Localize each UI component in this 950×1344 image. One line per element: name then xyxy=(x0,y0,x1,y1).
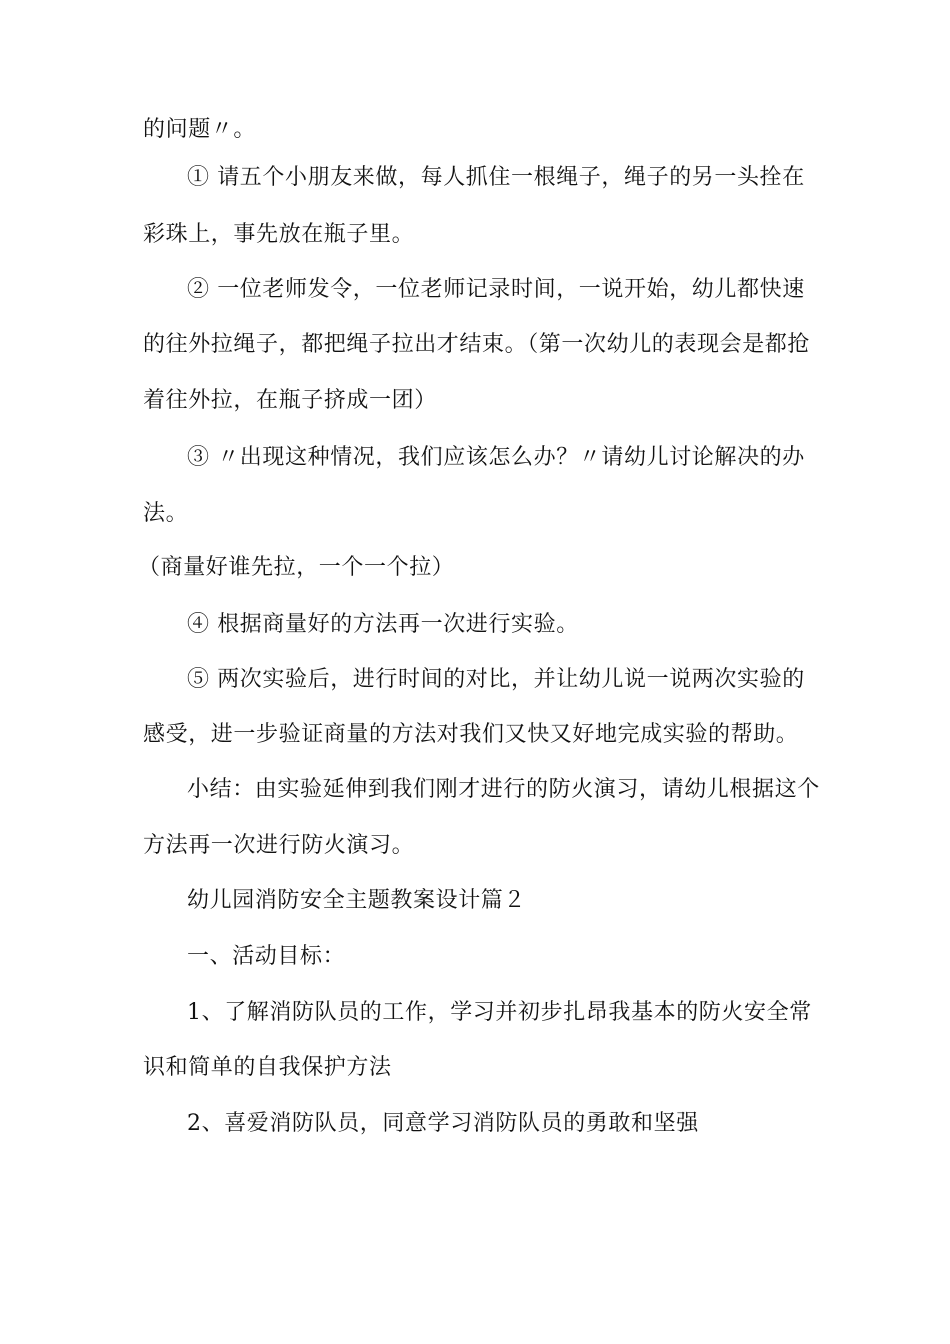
text-line: ⑤ 两次实验后，进行时间的对比，并让幼儿说一说两次实验的 xyxy=(187,667,805,692)
text-line: 的问题〃。 xyxy=(143,117,257,142)
text-line: ③ 〃出现这种情况，我们应该怎么办？〃请幼儿讨论解决的办 xyxy=(187,445,805,470)
text-line: 感受，进一步验证商量的方法对我们又快又好地完成实验的帮助。 xyxy=(143,722,799,747)
text-line: 2、喜爱消防队员，同意学习消防队员的勇敢和坚强 xyxy=(187,1111,699,1136)
text-line: ② 一位老师发令，一位老师记录时间，一说开始，幼儿都快速 xyxy=(187,277,805,302)
text-line: 一、活动目标： xyxy=(187,944,346,969)
text-line: （商量好谁先拉，一个一个拉） xyxy=(138,555,455,580)
text-line: ① 请五个小朋友来做，每人抓住一根绳子，绳子的另一头拴在 xyxy=(187,165,805,190)
text-line: 法。 xyxy=(143,501,189,526)
text-line: 彩珠上，事先放在瓶子里。 xyxy=(143,222,415,247)
section-heading: 幼儿园消防安全主题教案设计篇２ xyxy=(187,888,527,913)
text-line: 的往外拉绳子，都把绳子拉出才结束。（第一次幼儿的表现会是都抢 xyxy=(143,332,811,357)
text-line: 识和简单的自我保护方法 xyxy=(143,1055,392,1080)
text-line: 1、了解消防队员的工作，学习并初步扎昂我基本的防火安全常 xyxy=(187,1000,812,1025)
text-line: 方法再一次进行防火演习。 xyxy=(143,833,415,858)
text-line: 小结：由实验延伸到我们刚才进行的防火演习，请幼儿根据这个 xyxy=(187,777,820,802)
text-line: 着往外拉，在瓶子挤成一团） xyxy=(143,388,437,413)
text-line: ④ 根据商量好的方法再一次进行实验。 xyxy=(187,612,579,637)
